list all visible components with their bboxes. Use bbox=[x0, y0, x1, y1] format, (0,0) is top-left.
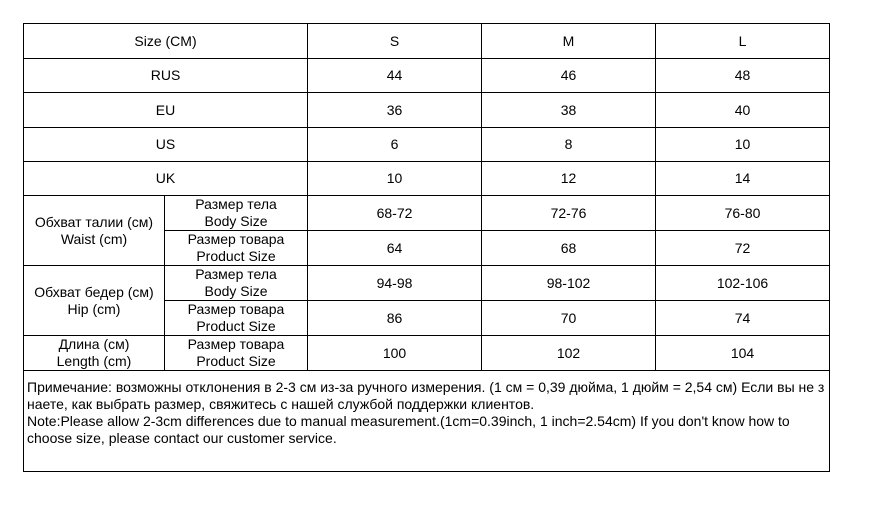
size-l-header: L bbox=[656, 24, 830, 59]
row-label: RUS bbox=[24, 59, 308, 93]
cell-value: 72-76 bbox=[482, 196, 656, 231]
cell-value: 70 bbox=[482, 301, 656, 336]
cell-value: 68-72 bbox=[308, 196, 482, 231]
cell-value: 14 bbox=[656, 162, 830, 196]
length-label-ru: Длина (см) bbox=[58, 336, 130, 352]
cell-value: 46 bbox=[482, 59, 656, 93]
product-size-ru: Размер товара bbox=[187, 336, 285, 352]
product-size-label bbox=[165, 231, 308, 266]
cell-value: 104 bbox=[656, 336, 830, 371]
row-label: UK bbox=[24, 162, 308, 196]
hip-body-row bbox=[24, 266, 830, 301]
header-label: Size (CM) bbox=[24, 24, 308, 59]
length-row bbox=[24, 336, 830, 371]
note-row bbox=[24, 371, 830, 472]
cell-value: 36 bbox=[308, 93, 482, 128]
note-line-ru-1: Примечание: возможны отклонения в 2-3 см из-за ручного измерения. (1 см = 0,39 дюйма, 1 дюйм = 2,54 см) Если вы не з bbox=[27, 379, 825, 395]
row-label: EU bbox=[24, 93, 308, 128]
cell-value: 6 bbox=[308, 128, 482, 162]
measurement-note bbox=[24, 371, 830, 472]
body-size-label bbox=[165, 266, 308, 301]
product-size-label bbox=[165, 336, 308, 371]
row-label: US bbox=[24, 128, 308, 162]
uk-row bbox=[24, 162, 830, 196]
size-m-header: M bbox=[482, 24, 656, 59]
product-size-ru: Размер товара bbox=[187, 301, 285, 317]
cell-value: 74 bbox=[656, 301, 830, 336]
cell-value: 44 bbox=[308, 59, 482, 93]
body-size-en: Body Size bbox=[204, 213, 268, 229]
eu-row bbox=[24, 93, 830, 128]
waist-body-row bbox=[24, 196, 830, 231]
cell-value: 94-98 bbox=[308, 266, 482, 301]
us-row bbox=[24, 128, 830, 162]
cell-value: 38 bbox=[482, 93, 656, 128]
length-label-en: Length (cm) bbox=[56, 353, 132, 369]
waist-label-ru: Обхват талии (см) bbox=[34, 213, 154, 230]
cell-value: 76-80 bbox=[656, 196, 830, 231]
body-size-ru: Размер тела bbox=[195, 196, 277, 212]
cell-value: 10 bbox=[308, 162, 482, 196]
body-size-label bbox=[165, 196, 308, 231]
cell-value: 12 bbox=[482, 162, 656, 196]
cell-value: 68 bbox=[482, 231, 656, 266]
product-size-en: Product Size bbox=[196, 318, 276, 334]
hip-label bbox=[24, 266, 165, 336]
cell-value: 100 bbox=[308, 336, 482, 371]
cell-value: 40 bbox=[656, 93, 830, 128]
note-line-ru-2: наете, как выбрать размер, свяжитесь с нашей службой поддержки клиентов. bbox=[27, 396, 535, 412]
note-line-en-2: choose size, please contact our customer service. bbox=[27, 430, 337, 446]
product-size-ru: Размер товара bbox=[187, 231, 285, 247]
length-label bbox=[24, 336, 165, 371]
size-s-header: S bbox=[308, 24, 482, 59]
cell-value: 102 bbox=[482, 336, 656, 371]
waist-label bbox=[24, 196, 165, 266]
hip-label-en: Hip (cm) bbox=[67, 300, 121, 317]
waist-label-en: Waist (cm) bbox=[60, 230, 128, 247]
product-size-en: Product Size bbox=[196, 353, 276, 369]
rus-row bbox=[24, 59, 830, 93]
body-size-ru: Размер тела bbox=[195, 266, 277, 282]
cell-value: 98-102 bbox=[482, 266, 656, 301]
cell-value: 48 bbox=[656, 59, 830, 93]
cell-value: 86 bbox=[308, 301, 482, 336]
cell-value: 10 bbox=[656, 128, 830, 162]
product-size-en: Product Size bbox=[196, 248, 276, 264]
cell-value: 64 bbox=[308, 231, 482, 266]
note-line-en-1: Note:Please allow 2-3cm differences due to manual measurement.(1cm=0.39inch, 1 inch=2.54cm) If you don't know how to bbox=[27, 413, 790, 429]
hip-label-ru: Обхват бедер (см) bbox=[34, 283, 154, 300]
size-chart-table bbox=[23, 23, 830, 472]
header-row bbox=[24, 24, 830, 59]
body-size-en: Body Size bbox=[204, 283, 268, 299]
cell-value: 102-106 bbox=[656, 266, 830, 301]
cell-value: 8 bbox=[482, 128, 656, 162]
cell-value: 72 bbox=[656, 231, 830, 266]
product-size-label bbox=[165, 301, 308, 336]
